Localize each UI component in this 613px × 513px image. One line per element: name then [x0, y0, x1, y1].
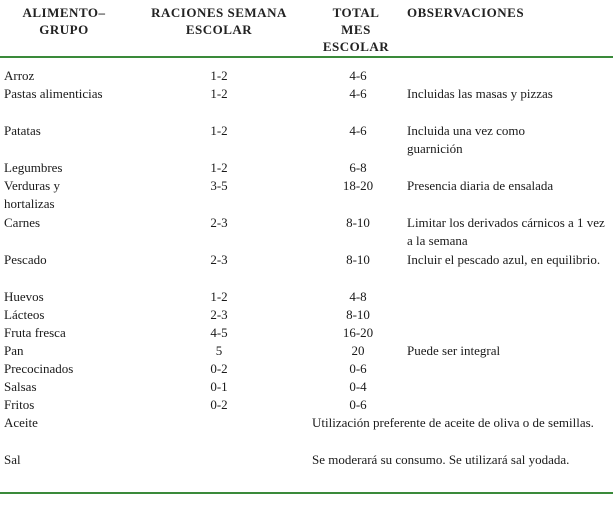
cell-total: 8-10	[346, 252, 370, 267]
header-total-line: MES	[341, 22, 371, 37]
cell-food: Fritos	[4, 397, 35, 412]
header-food-line: ALIMENTO–	[22, 5, 106, 20]
table-row	[0, 67, 613, 85]
table-row	[0, 342, 613, 360]
cell-food: Arroz	[4, 68, 35, 83]
cell-rations: 2-3	[210, 307, 228, 322]
header-food-line: GRUPO	[39, 22, 89, 37]
cell-food: Pastas alimenticias	[4, 86, 103, 101]
cell-total: 8-10	[346, 215, 370, 230]
cell-food: Pescado	[4, 252, 47, 267]
cell-rations: 1-2	[210, 86, 228, 101]
cell-total: 18-20	[342, 178, 374, 193]
cell-food: Precocinados	[4, 361, 74, 376]
cell-food: Huevos	[4, 289, 44, 304]
cell-rations: 5	[215, 343, 223, 358]
cell-food: Pan	[4, 343, 24, 358]
cell-food: Aceite	[4, 415, 38, 430]
table-row	[0, 85, 613, 122]
cell-food: Carnes	[4, 215, 41, 230]
table-row	[0, 396, 613, 414]
header-rations-line: ESCOLAR	[185, 22, 253, 37]
table-header	[0, 0, 613, 56]
table-row	[0, 451, 613, 488]
cell-observation: Incluida una vez como guarnición	[407, 123, 526, 156]
header-total	[310, 4, 402, 55]
header-rule	[0, 56, 613, 58]
table-row	[0, 159, 613, 177]
cell-food: Legumbres	[4, 160, 63, 175]
cell-observation: Se moderará su consumo. Se utilizará sal yodada.	[312, 452, 570, 467]
cell-observation: Presencia diaria de ensalada	[407, 178, 554, 193]
footer-rule	[0, 492, 613, 494]
header-food-group	[4, 4, 124, 38]
cell-rations: 2-3	[210, 252, 228, 267]
cell-rations: 0-2	[210, 361, 228, 376]
cell-total: 0-4	[349, 379, 367, 394]
cell-rations: 1-2	[210, 289, 228, 304]
cell-food: Fruta fresca	[4, 325, 66, 340]
header-total-line: TOTAL	[332, 5, 380, 20]
cell-total: 4-8	[349, 289, 367, 304]
cell-total: 16-20	[342, 325, 374, 340]
cell-rations: 1-2	[210, 68, 228, 83]
cell-food: Sal	[4, 452, 21, 467]
cell-rations: 3-5	[210, 178, 228, 193]
cell-total: 0-6	[349, 397, 367, 412]
cell-food: Patatas	[4, 123, 41, 138]
cell-observation: Incluidas las masas y pizzas	[407, 86, 553, 101]
table-row	[0, 306, 613, 324]
cell-rations: 0-2	[210, 397, 228, 412]
cell-observation: Incluir el pescado azul, en equilibrio.	[407, 252, 601, 267]
cell-total: 4-6	[349, 86, 367, 101]
table-row	[0, 214, 613, 251]
cell-observation: Puede ser integral	[407, 343, 501, 358]
cell-food: Salsas	[4, 379, 37, 394]
cell-observation: Limitar los derivados cárnicos a 1 vez a la semana	[407, 215, 605, 248]
cell-food: Verduras y hortalizas	[4, 178, 60, 211]
header-total-line: ESCOLAR	[322, 39, 390, 54]
cell-observation: Utilización preferente de aceite de oliva o de semillas.	[312, 415, 594, 430]
header-rations	[136, 4, 302, 38]
cell-total: 20	[351, 343, 365, 358]
cell-rations: 1-2	[210, 160, 228, 175]
table-row	[0, 122, 613, 159]
cell-rations: 2-3	[210, 215, 228, 230]
table-row	[0, 360, 613, 378]
table-row	[0, 324, 613, 342]
cell-total: 0-6	[349, 361, 367, 376]
table-row	[0, 414, 613, 451]
table-body	[0, 67, 613, 488]
cell-total: 4-6	[349, 68, 367, 83]
table-row	[0, 288, 613, 306]
cell-total: 8-10	[346, 307, 370, 322]
cell-total: 6-8	[349, 160, 367, 175]
cell-rations: 1-2	[210, 123, 228, 138]
cell-rations: 0-1	[210, 379, 228, 394]
cell-total: 4-6	[349, 123, 367, 138]
header-rations-line: RACIONES SEMANA	[151, 5, 287, 20]
cell-food: Lácteos	[4, 307, 45, 322]
table-row	[0, 378, 613, 396]
header-observations: OBSERVACIONES	[407, 5, 525, 20]
table-row	[0, 251, 613, 288]
table-row	[0, 177, 613, 214]
cell-rations: 4-5	[210, 325, 228, 340]
